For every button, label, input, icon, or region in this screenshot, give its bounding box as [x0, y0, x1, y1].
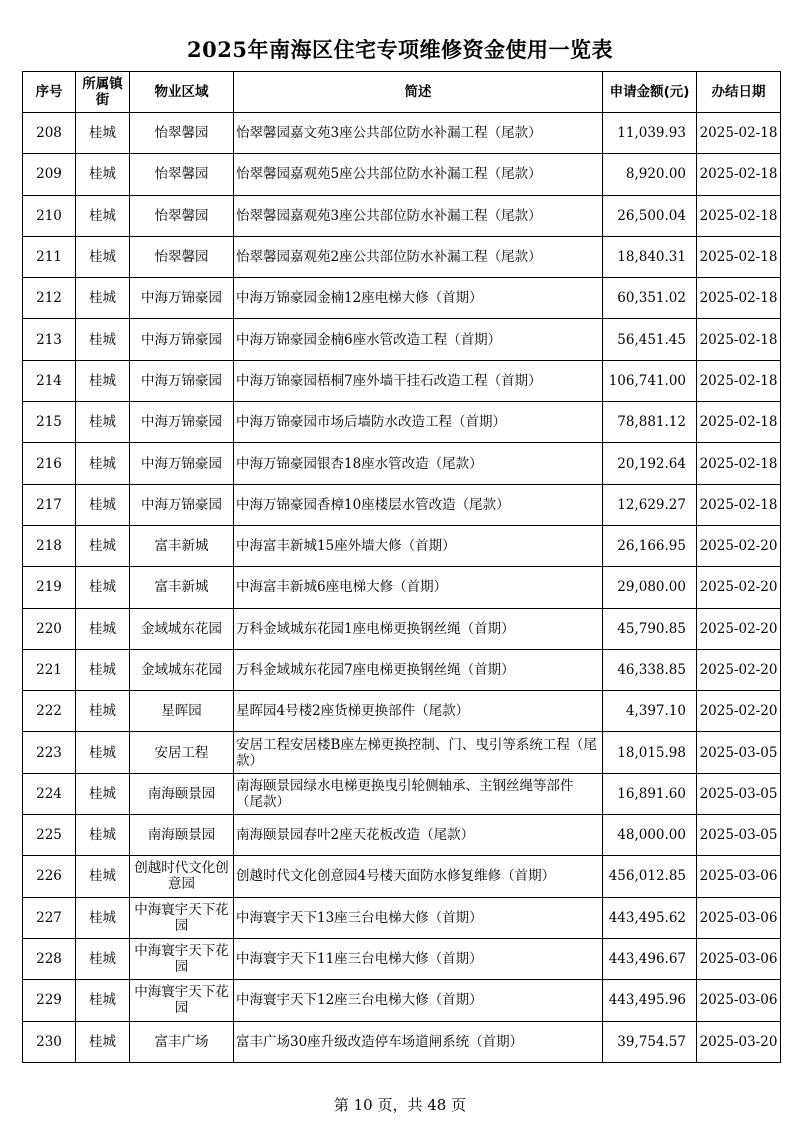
cell-desc: 怡翠馨园嘉观苑5座公共部位防水补漏工程（尾款）	[234, 154, 603, 195]
cell-no: 227	[23, 897, 76, 938]
funds-table	[22, 71, 781, 1063]
cell-desc: 中海万锦豪园梧桐7座外墙干挂石改造工程（首期）	[234, 360, 603, 401]
cell-amount: 29,080.00	[603, 567, 697, 608]
cell-date: 2025-02-18	[697, 360, 781, 401]
cell-amount: 18,015.98	[603, 732, 697, 773]
cell-amount: 48,000.00	[603, 815, 697, 856]
table-header-row	[23, 72, 781, 113]
cell-no: 221	[23, 649, 76, 690]
header-no: 序号	[23, 72, 76, 113]
table-row	[23, 691, 781, 732]
cell-date: 2025-02-18	[697, 113, 781, 154]
table-row	[23, 1021, 781, 1062]
cell-area: 安居工程	[130, 732, 234, 773]
cell-date: 2025-02-20	[697, 691, 781, 732]
cell-town: 桂城	[76, 402, 130, 443]
cell-no: 214	[23, 360, 76, 401]
cell-town: 桂城	[76, 443, 130, 484]
cell-date: 2025-02-18	[697, 402, 781, 443]
cell-desc: 南海颐景园绿水电梯更换曳引轮侧轴承、主钢丝绳等部件（尾款）	[234, 773, 603, 814]
cell-date: 2025-02-18	[697, 443, 781, 484]
cell-town: 桂城	[76, 113, 130, 154]
cell-no: 222	[23, 691, 76, 732]
cell-no: 225	[23, 815, 76, 856]
cell-area: 中海寰宇天下花园	[130, 980, 234, 1021]
cell-town: 桂城	[76, 938, 130, 979]
cell-area: 怡翠馨园	[130, 154, 234, 195]
cell-desc: 创越时代文化创意园4号楼天面防水修复维修（首期）	[234, 856, 603, 897]
cell-desc: 中海万锦豪园香樟10座楼层水管改造（尾款）	[234, 484, 603, 525]
cell-town: 桂城	[76, 649, 130, 690]
cell-amount: 16,891.60	[603, 773, 697, 814]
cell-area: 富丰新城	[130, 525, 234, 566]
cell-amount: 11,039.93	[603, 113, 697, 154]
cell-town: 桂城	[76, 567, 130, 608]
cell-date: 2025-02-20	[697, 608, 781, 649]
cell-area: 金域城东花园	[130, 608, 234, 649]
cell-desc: 中海寰宇天下13座三台电梯大修（首期）	[234, 897, 603, 938]
cell-town: 桂城	[76, 154, 130, 195]
cell-amount: 56,451.45	[603, 319, 697, 360]
cell-area: 创越时代文化创意园	[130, 856, 234, 897]
cell-town: 桂城	[76, 278, 130, 319]
cell-date: 2025-03-06	[697, 980, 781, 1021]
cell-area: 中海寰宇天下花园	[130, 938, 234, 979]
cell-desc: 中海万锦豪园金楠12座电梯大修（首期）	[234, 278, 603, 319]
cell-amount: 443,495.62	[603, 897, 697, 938]
header-desc: 简述	[234, 72, 603, 113]
table-row	[23, 236, 781, 277]
cell-date: 2025-02-18	[697, 236, 781, 277]
table-row	[23, 773, 781, 814]
cell-no: 229	[23, 980, 76, 1021]
cell-town: 桂城	[76, 1021, 130, 1062]
cell-area: 中海万锦豪园	[130, 360, 234, 401]
cell-amount: 443,495.96	[603, 980, 697, 1021]
cell-date: 2025-02-18	[697, 154, 781, 195]
cell-no: 219	[23, 567, 76, 608]
cell-town: 桂城	[76, 815, 130, 856]
table-row	[23, 319, 781, 360]
cell-date: 2025-02-18	[697, 484, 781, 525]
cell-desc: 富丰广场30座升级改造停车场道闸系统（首期）	[234, 1021, 603, 1062]
cell-town: 桂城	[76, 484, 130, 525]
cell-area: 怡翠馨园	[130, 195, 234, 236]
cell-date: 2025-03-05	[697, 773, 781, 814]
cell-amount: 8,920.00	[603, 154, 697, 195]
cell-no: 210	[23, 195, 76, 236]
cell-desc: 安居工程安居楼B座左梯更换控制、门、曳引等系统工程（尾款）	[234, 732, 603, 773]
cell-no: 212	[23, 278, 76, 319]
cell-amount: 4,397.10	[603, 691, 697, 732]
table-row	[23, 402, 781, 443]
table-row	[23, 856, 781, 897]
cell-desc: 怡翠馨园嘉观苑2座公共部位防水补漏工程（尾款）	[234, 236, 603, 277]
page-footer: 第 10 页，共 48 页	[333, 1096, 467, 1114]
table-row	[23, 649, 781, 690]
cell-area: 中海万锦豪园	[130, 443, 234, 484]
cell-date: 2025-03-06	[697, 856, 781, 897]
cell-amount: 18,840.31	[603, 236, 697, 277]
cell-amount: 39,754.57	[603, 1021, 697, 1062]
table-row	[23, 525, 781, 566]
cell-no: 226	[23, 856, 76, 897]
cell-date: 2025-02-20	[697, 525, 781, 566]
table-row	[23, 484, 781, 525]
cell-amount: 106,741.00	[603, 360, 697, 401]
cell-area: 怡翠馨园	[130, 113, 234, 154]
cell-desc: 万科金域城东花园1座电梯更换钢丝绳（首期）	[234, 608, 603, 649]
cell-desc: 中海富丰新城15座外墙大修（首期）	[234, 525, 603, 566]
cell-date: 2025-03-06	[697, 897, 781, 938]
cell-town: 桂城	[76, 773, 130, 814]
cell-no: 211	[23, 236, 76, 277]
cell-amount: 12,629.27	[603, 484, 697, 525]
cell-date: 2025-02-18	[697, 319, 781, 360]
cell-area: 中海万锦豪园	[130, 278, 234, 319]
cell-area: 富丰广场	[130, 1021, 234, 1062]
cell-town: 桂城	[76, 525, 130, 566]
cell-no: 216	[23, 443, 76, 484]
cell-desc: 南海颐景园春叶2座天花板改造（尾款）	[234, 815, 603, 856]
table-row	[23, 360, 781, 401]
cell-amount: 78,881.12	[603, 402, 697, 443]
cell-town: 桂城	[76, 360, 130, 401]
cell-desc: 中海万锦豪园银杏18座水管改造（尾款）	[234, 443, 603, 484]
cell-no: 228	[23, 938, 76, 979]
cell-no: 218	[23, 525, 76, 566]
header-town: 所属镇街	[76, 72, 130, 113]
cell-date: 2025-02-18	[697, 278, 781, 319]
cell-town: 桂城	[76, 691, 130, 732]
cell-area: 中海万锦豪园	[130, 484, 234, 525]
cell-town: 桂城	[76, 195, 130, 236]
cell-area: 南海颐景园	[130, 815, 234, 856]
table-row	[23, 567, 781, 608]
table-body	[23, 113, 781, 1063]
header-date: 办结日期	[697, 72, 781, 113]
cell-no: 215	[23, 402, 76, 443]
cell-desc: 中海富丰新城6座电梯大修（首期）	[234, 567, 603, 608]
cell-no: 230	[23, 1021, 76, 1062]
table-row	[23, 938, 781, 979]
cell-date: 2025-03-05	[697, 815, 781, 856]
cell-area: 中海万锦豪园	[130, 402, 234, 443]
cell-area: 富丰新城	[130, 567, 234, 608]
cell-area: 怡翠馨园	[130, 236, 234, 277]
cell-no: 208	[23, 113, 76, 154]
cell-amount: 46,338.85	[603, 649, 697, 690]
cell-no: 217	[23, 484, 76, 525]
cell-amount: 456,012.85	[603, 856, 697, 897]
table-row	[23, 732, 781, 773]
table-row	[23, 113, 781, 154]
cell-desc: 中海寰宇天下12座三台电梯大修（首期）	[234, 980, 603, 1021]
table-row	[23, 154, 781, 195]
cell-town: 桂城	[76, 732, 130, 773]
cell-desc: 中海万锦豪园市场后墙防水改造工程（首期）	[234, 402, 603, 443]
cell-date: 2025-03-05	[697, 732, 781, 773]
header-amount: 申请金额(元)	[603, 72, 697, 113]
table-row	[23, 278, 781, 319]
cell-town: 桂城	[76, 897, 130, 938]
cell-amount: 26,500.04	[603, 195, 697, 236]
table-row	[23, 443, 781, 484]
cell-no: 213	[23, 319, 76, 360]
cell-amount: 60,351.02	[603, 278, 697, 319]
cell-date: 2025-02-18	[697, 195, 781, 236]
cell-desc: 怡翠馨园嘉文苑3座公共部位防水补漏工程（尾款）	[234, 113, 603, 154]
cell-town: 桂城	[76, 319, 130, 360]
cell-town: 桂城	[76, 236, 130, 277]
cell-amount: 45,790.85	[603, 608, 697, 649]
table-row	[23, 980, 781, 1021]
cell-area: 星晖园	[130, 691, 234, 732]
cell-amount: 443,496.67	[603, 938, 697, 979]
cell-no: 220	[23, 608, 76, 649]
cell-desc: 万科金域城东花园7座电梯更换钢丝绳（首期）	[234, 649, 603, 690]
cell-desc: 星晖园4号楼2座货梯更换部件（尾款）	[234, 691, 603, 732]
table-row	[23, 815, 781, 856]
cell-date: 2025-02-20	[697, 649, 781, 690]
cell-date: 2025-03-20	[697, 1021, 781, 1062]
cell-date: 2025-02-20	[697, 567, 781, 608]
cell-town: 桂城	[76, 856, 130, 897]
cell-no: 223	[23, 732, 76, 773]
cell-no: 224	[23, 773, 76, 814]
page-title: 2025年南海区住宅专项维修资金使用一览表	[187, 37, 613, 62]
cell-area: 中海万锦豪园	[130, 319, 234, 360]
cell-area: 金域城东花园	[130, 649, 234, 690]
cell-desc: 中海万锦豪园金楠6座水管改造工程（首期）	[234, 319, 603, 360]
table-row	[23, 608, 781, 649]
cell-area: 南海颐景园	[130, 773, 234, 814]
cell-desc: 中海寰宇天下11座三台电梯大修（首期）	[234, 938, 603, 979]
cell-town: 桂城	[76, 608, 130, 649]
cell-amount: 26,166.95	[603, 525, 697, 566]
cell-town: 桂城	[76, 980, 130, 1021]
cell-date: 2025-03-06	[697, 938, 781, 979]
cell-amount: 20,192.64	[603, 443, 697, 484]
table-row	[23, 897, 781, 938]
cell-area: 中海寰宇天下花园	[130, 897, 234, 938]
cell-no: 209	[23, 154, 76, 195]
header-area: 物业区域	[130, 72, 234, 113]
cell-desc: 怡翠馨园嘉观苑3座公共部位防水补漏工程（尾款）	[234, 195, 603, 236]
table-row	[23, 195, 781, 236]
